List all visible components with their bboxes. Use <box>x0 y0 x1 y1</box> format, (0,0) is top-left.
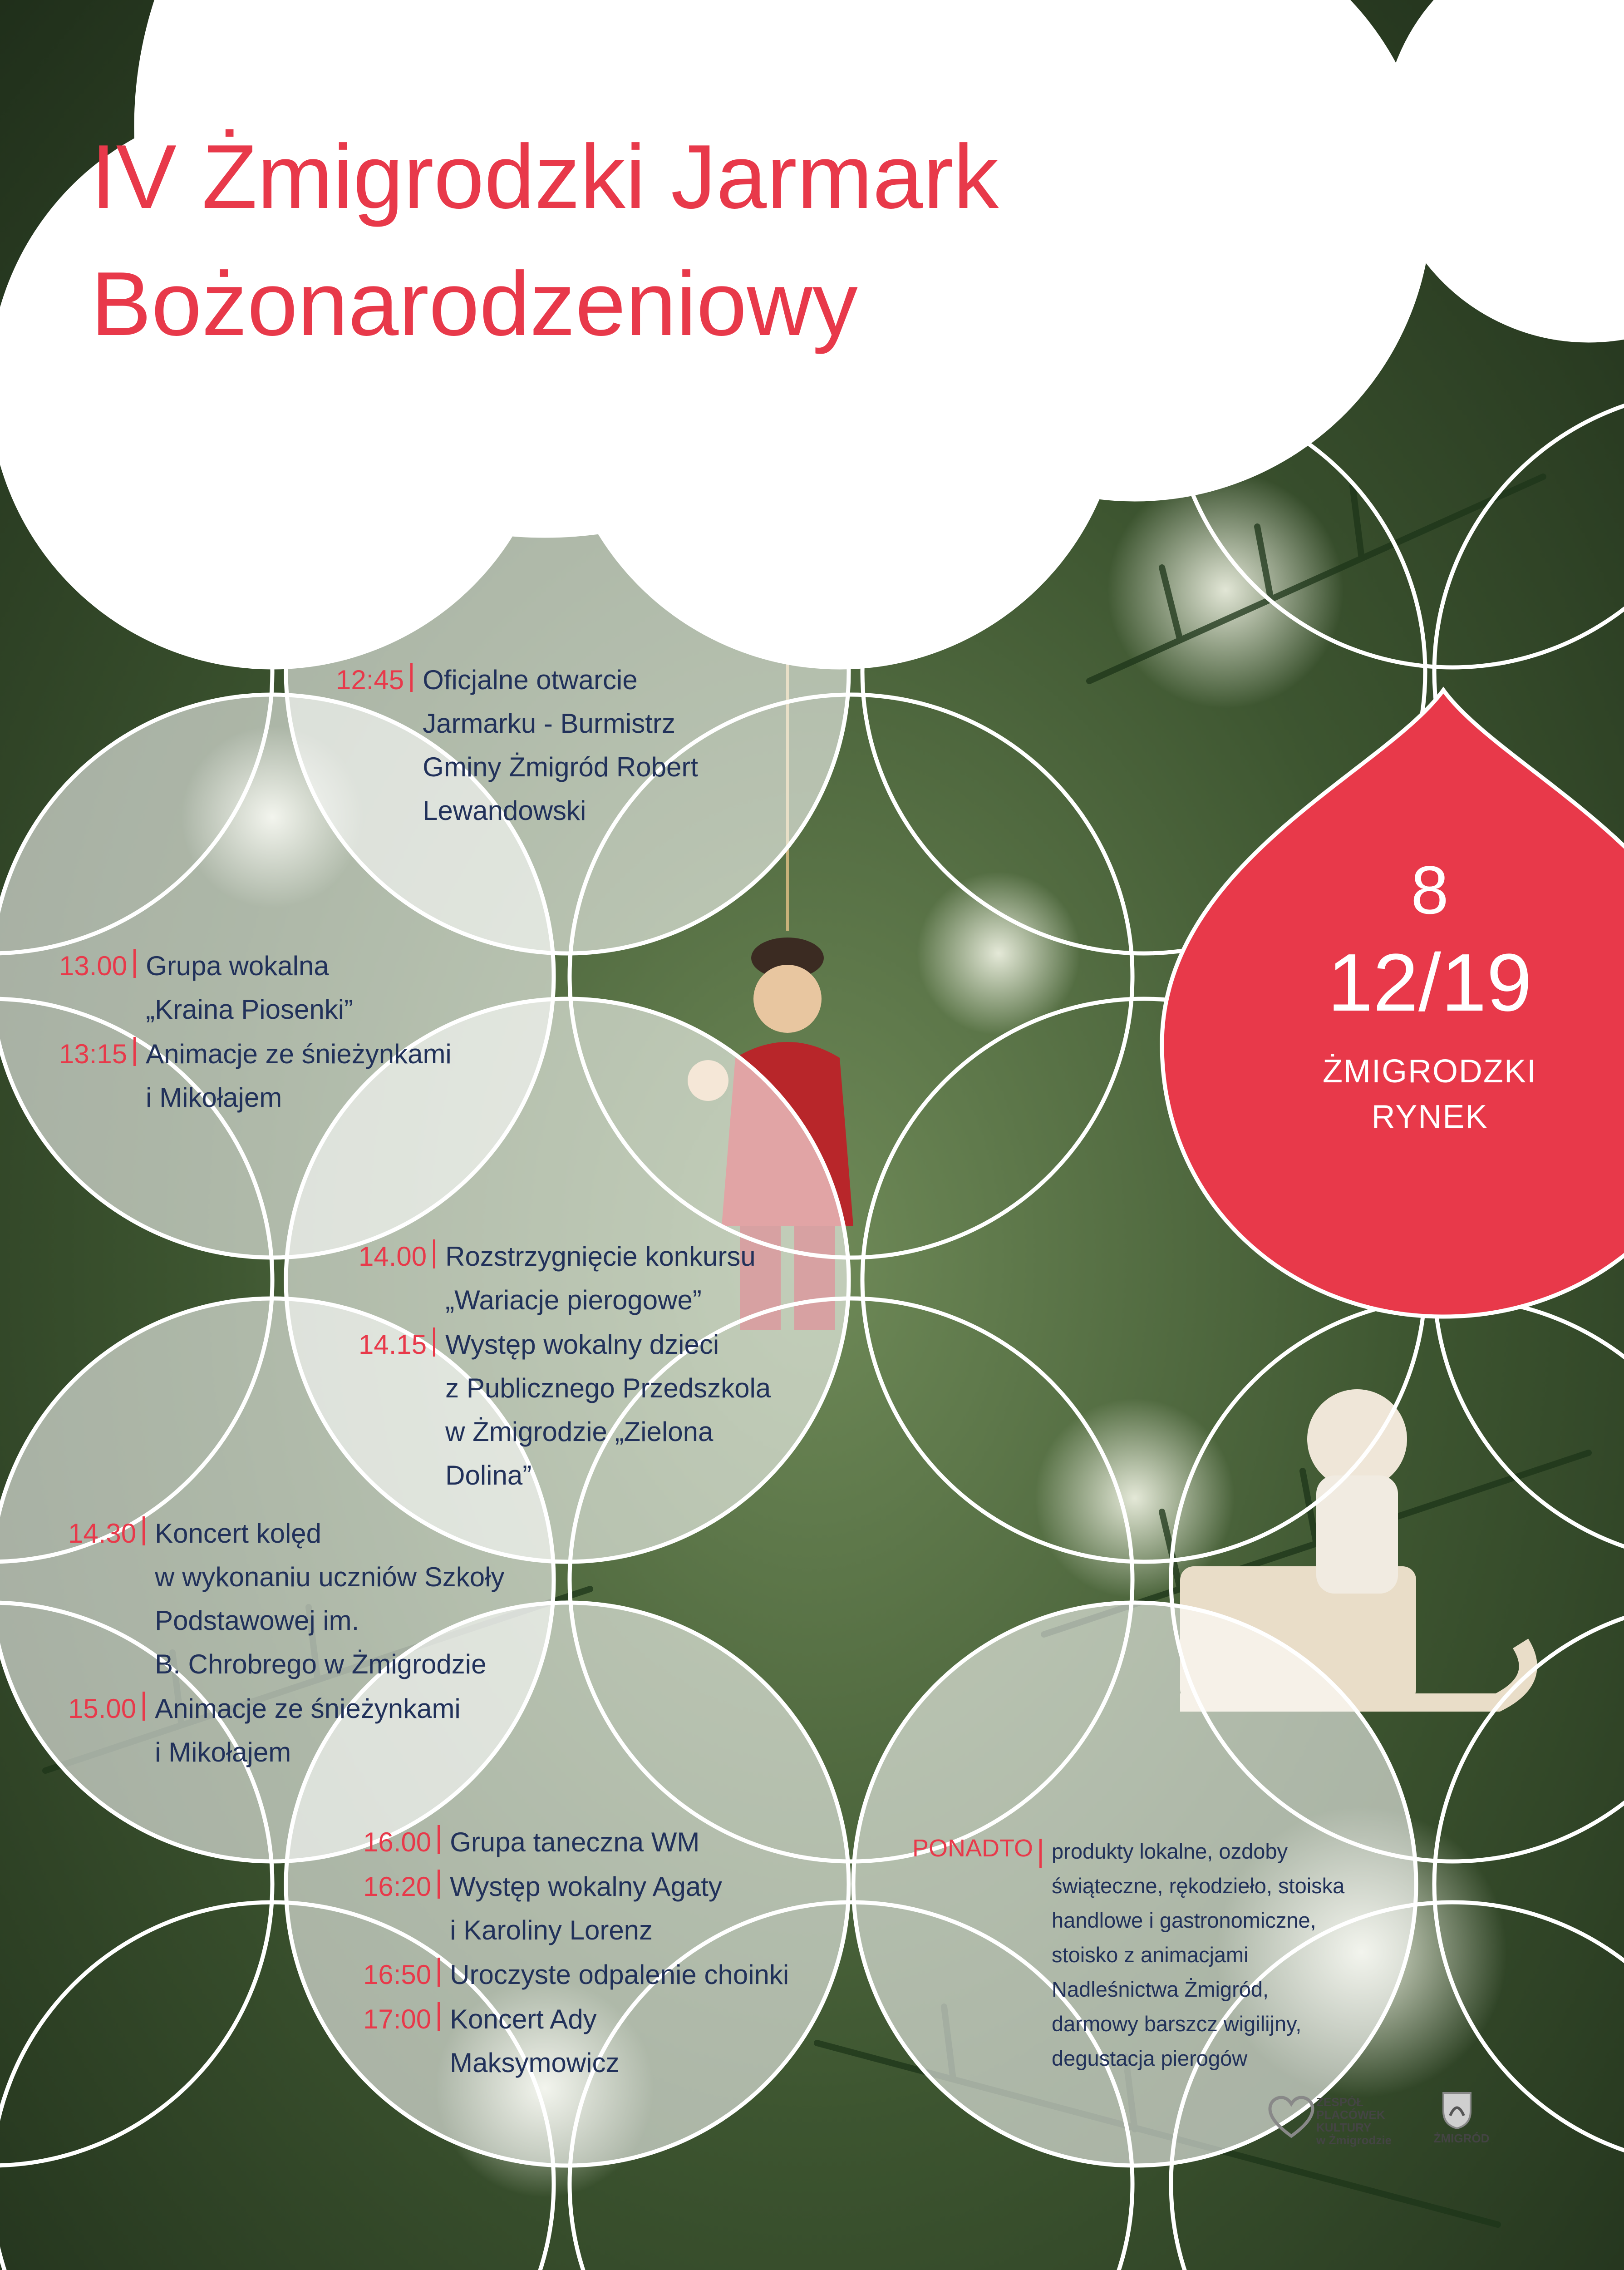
event-title: IV Żmigrodzki Jarmark Bożonarodzeniowy <box>91 126 999 355</box>
program-desc: Animacje ze śnieżynkami i Mikołajem <box>146 1039 452 1113</box>
separator <box>438 2002 440 2031</box>
program-desc: Rozstrzygnięcie konkursu „Wariacje pierogowe” <box>445 1241 756 1315</box>
program-desc: Występ wokalny Agaty i Karoliny Lorenz <box>450 1871 722 1945</box>
heart-icon <box>1266 2093 1316 2143</box>
separator <box>438 1870 440 1899</box>
program-block-1600 <box>363 1821 789 2086</box>
program-row <box>336 658 698 833</box>
separator <box>438 1958 440 1987</box>
ponadto-block <box>912 1834 1344 2076</box>
separator <box>143 1692 145 1721</box>
zmigrod-logo <box>1425 2088 1498 2152</box>
program-row <box>363 1821 789 1864</box>
program-desc: Występ wokalny dzieci z Publicznego Przedszkola w Żmigrodzie „Zielona Dolina” <box>445 1329 771 1490</box>
program-row <box>68 1687 505 1774</box>
separator <box>143 1516 145 1545</box>
program-block-1400 <box>359 1235 771 1498</box>
program-desc: Grupa wokalna „Kraina Piosenki” <box>146 951 354 1025</box>
date-badge <box>1225 849 1624 1140</box>
separator <box>410 663 413 692</box>
zpk-logo-text: ZESPÓŁ PLACÓWEK KULTURY w Żmigrodzie <box>1316 2095 1392 2147</box>
program-time: 16:50 <box>363 1959 432 1990</box>
program-time: 14.15 <box>359 1329 427 1360</box>
program-desc: Koncert Ady Maksymowicz <box>450 2004 620 2078</box>
separator <box>133 1037 136 1066</box>
program-row <box>359 1235 771 1322</box>
program-time: 13.00 <box>59 951 128 981</box>
separator <box>133 949 136 978</box>
program-time: 14.30 <box>68 1518 137 1549</box>
zmigrod-logo-text: ŻMIGRÓD <box>1433 2132 1490 2145</box>
program-desc: Uroczyste odpalenie choinki <box>450 1959 789 1990</box>
program-desc: Animacje ze śnieżynkami i Mikołajem <box>155 1693 461 1767</box>
program-time: 16.00 <box>363 1827 432 1857</box>
zpk-logo <box>1266 2093 1403 2147</box>
date-month-year: 12/19 <box>1327 937 1532 1028</box>
program-row <box>359 1323 771 1497</box>
program-row <box>363 1998 789 2085</box>
ponadto-label: PONADTO <box>912 1835 1033 1862</box>
separator <box>433 1239 435 1268</box>
crest-icon <box>1437 2088 1477 2129</box>
program-desc: Oficjalne otwarcie Jarmarku - Burmistrz Gminy Żmigród Robert Lewandowski <box>423 665 698 826</box>
program-time: 12:45 <box>336 665 404 695</box>
program-block-1430 <box>68 1512 505 1775</box>
program-row <box>363 1865 789 1952</box>
separator <box>438 1825 440 1854</box>
program-desc: Grupa taneczna WM <box>450 1827 700 1857</box>
program-row <box>59 944 452 1031</box>
program-block-1245 <box>336 658 698 834</box>
program-time: 17:00 <box>363 2004 432 2034</box>
program-time: 16:20 <box>363 1871 432 1902</box>
program-row <box>59 1032 452 1120</box>
program-desc: Koncert kolęd w wykonaniu uczniów Szkoły Podstawowej im. B. Chrobrego w Żmigrodzie <box>155 1518 505 1679</box>
program-row <box>68 1512 505 1686</box>
program-row <box>363 1953 789 1997</box>
separator <box>433 1327 435 1357</box>
date-place: ŻMIGRODZKI RYNEK <box>1323 1053 1537 1135</box>
program-time: 15.00 <box>68 1693 137 1724</box>
program-time: 13:15 <box>59 1039 128 1069</box>
separator <box>1039 1839 1042 1868</box>
ponadto-row <box>912 1834 1344 2076</box>
program-time: 14.00 <box>359 1241 427 1272</box>
ponadto-desc: produkty lokalne, ozdoby świąteczne, rękodzieło, stoiska handlowe i gastronomiczne, stoisko z animacjami Nadleśnictwa Żmigród, darmowy barszcz wigilijny, degustacja pierogów <box>1052 1839 1345 2070</box>
program-block-1300 <box>59 944 452 1120</box>
date-day: 8 <box>1411 852 1449 928</box>
